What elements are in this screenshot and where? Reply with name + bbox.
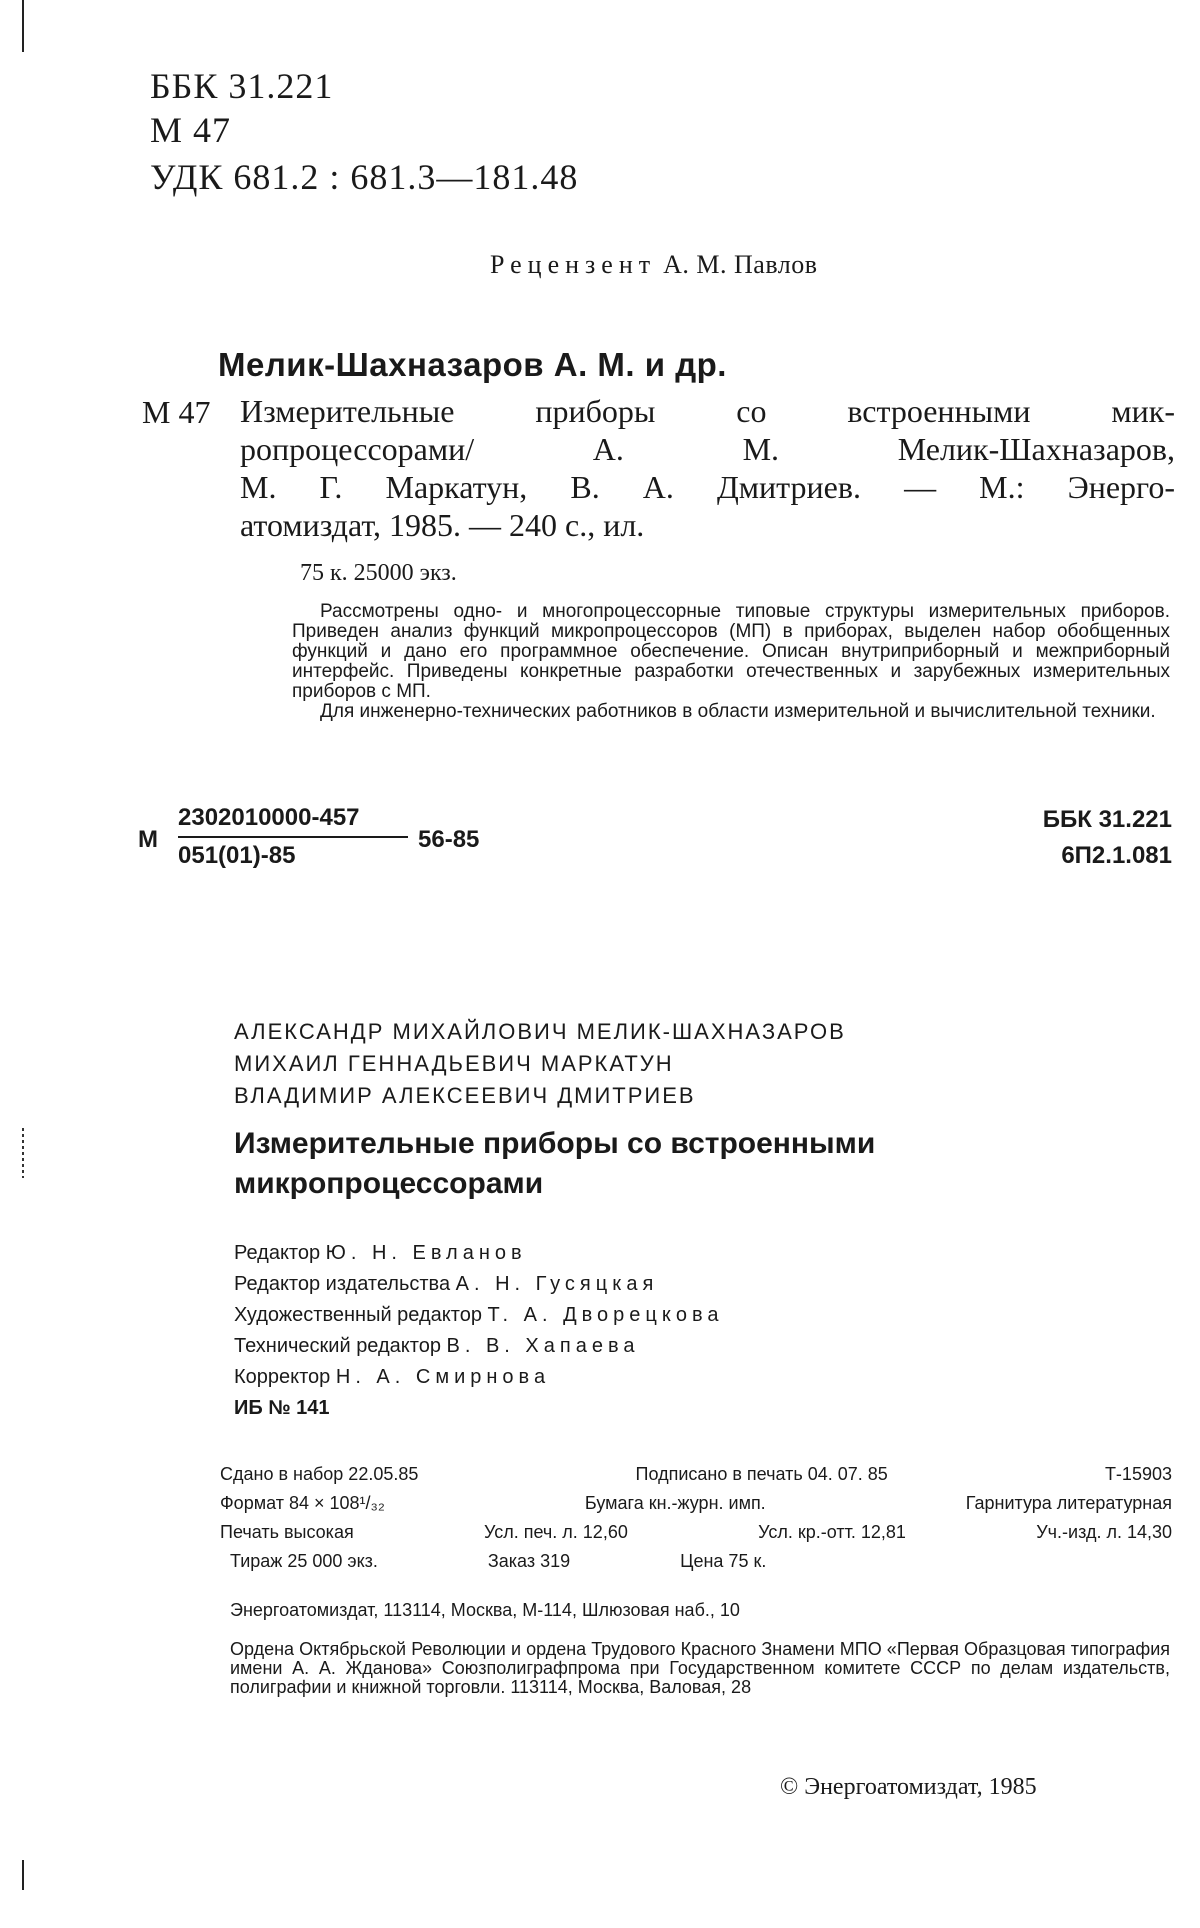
index-letter: М bbox=[138, 826, 158, 853]
print-info-cell: Тираж 25 000 экз. bbox=[230, 1551, 378, 1571]
print-info-row bbox=[220, 1460, 1172, 1489]
staff-role: Технический редактор bbox=[234, 1335, 441, 1357]
scan-edge-mark-bottom bbox=[22, 1860, 24, 1890]
staff-name: Т. А. Дворецкова bbox=[487, 1304, 724, 1326]
print-info-cell: Цена 75 к. bbox=[680, 1551, 767, 1571]
author-name: ВЛАДИМИР АЛЕКСЕЕВИЧ ДМИТРИЕВ bbox=[234, 1083, 696, 1108]
bbk-code: ББК 31.221 bbox=[150, 66, 334, 106]
entry-description bbox=[240, 392, 1175, 544]
index-denominator: 051(01)-85 bbox=[178, 842, 296, 869]
staff-name: Ю. Н. Евланов bbox=[325, 1242, 527, 1264]
author-name: МИХАИЛ ГЕННАДЬЕВИЧ МАРКАТУН bbox=[234, 1051, 674, 1076]
staff-row bbox=[234, 1331, 723, 1362]
index-suffix: 56-85 bbox=[418, 826, 480, 853]
staff-name: А. Н. Гусяцкая bbox=[455, 1273, 659, 1295]
abstract-paragraph: Для инженерно-технических работников в области измерительной и вычислительной техники. bbox=[320, 701, 1156, 722]
staff-role: Художественный редактор bbox=[234, 1304, 482, 1326]
scan-edge-mark-middle bbox=[22, 1128, 24, 1178]
staff-name: В. В. Хапаева bbox=[446, 1335, 640, 1357]
ib-number: ИБ № 141 bbox=[234, 1397, 330, 1419]
copyright: © Энергоатомиздат, 1985 bbox=[780, 1774, 1037, 1800]
reviewer-line bbox=[490, 250, 818, 280]
printer-info: Ордена Октябрьской Революции и ордена Трудового Красного Знамени МПО «Первая Образцовая типография имени А. А. Жданова» Союзполиграфпрома при Государственном комитете СССР по делам издательств, полиграфии и книжной торговли. 113114, Москва, Валовая, 28 bbox=[230, 1639, 1170, 1697]
print-info-cell: Заказ 319 bbox=[487, 1551, 571, 1571]
reviewer-label: Рецензент bbox=[490, 250, 657, 279]
book-title-line: микропроцессорами bbox=[234, 1167, 544, 1200]
staff-role: Редактор bbox=[234, 1242, 321, 1264]
print-info-row bbox=[220, 1547, 1172, 1576]
entry-line: М. Г. Маркатун, В. А. Дмитриев. — М.: Энерго- bbox=[240, 469, 1175, 505]
entry-line: атомиздат, 1985. — 240 с., ил. bbox=[240, 507, 645, 543]
abstract bbox=[292, 602, 1170, 722]
print-info-row bbox=[220, 1489, 1172, 1518]
print-info bbox=[220, 1460, 1172, 1576]
print-info-cell: Усл. кр.-отт. 12,81 bbox=[758, 1522, 906, 1542]
print-info-cell: Печать высокая bbox=[220, 1522, 354, 1542]
staff-row bbox=[234, 1238, 723, 1269]
staff-row bbox=[234, 1300, 723, 1331]
print-info-cell: Сдано в набор 22.05.85 bbox=[220, 1464, 419, 1484]
entry-author: Мелик-Шахназаров А. М. и др. bbox=[218, 346, 727, 383]
print-info-cell: Подписано в печать 04. 07. 85 bbox=[635, 1464, 888, 1484]
index-numerator: 2302010000-457 bbox=[178, 804, 360, 831]
print-info-row bbox=[220, 1518, 1172, 1547]
staff-list bbox=[234, 1238, 723, 1424]
print-info-cell: Гарнитура литературная bbox=[965, 1493, 1172, 1513]
print-info-cell: Т-15903 bbox=[1104, 1464, 1172, 1484]
reviewer-name: А. М. Павлов bbox=[663, 250, 818, 279]
entry-line: ропроцессорами/ А. М. Мелик-Шахназаров, bbox=[240, 431, 1175, 467]
entry-line: Измерительные приборы со встроенными мик- bbox=[240, 393, 1175, 429]
staff-row bbox=[234, 1362, 723, 1393]
staff-name: Н. А. Смирнова bbox=[335, 1366, 551, 1388]
staff-role: Корректор bbox=[234, 1366, 331, 1388]
staff-row bbox=[234, 1269, 723, 1300]
scan-edge-mark-top bbox=[22, 0, 24, 52]
bbk-right-line: ББК 31.221 bbox=[1042, 806, 1172, 833]
publisher-address: Энергоатомиздат, 113114, Москва, М-114, Шлюзовая наб., 10 bbox=[230, 1600, 740, 1620]
book-title-line: Измерительные приборы со встроенными bbox=[234, 1127, 876, 1160]
abstract-paragraph: Рассмотрены одно- и многопроцессорные типовые структуры измерительных приборов. Приведен анализ функций микропроцессоров (МП) в приборах, выделен набор обобщенных функций и дано его программное обеспечение. Описан внутриприборный и межприборный интерфейс. Приведены конкретные разработки отечественных и зарубежных измерительных приборов с МП. bbox=[292, 601, 1170, 702]
entry-code: М 47 bbox=[142, 394, 211, 430]
print-info-cell: Формат 84 × 108¹/₃₂ bbox=[220, 1493, 385, 1513]
price-print-run: 75 к. 25000 экз. bbox=[300, 560, 457, 586]
print-info-cell: Уч.-изд. л. 14,30 bbox=[1036, 1522, 1172, 1542]
udk-code: УДК 681.2 : 681.3—181.48 bbox=[150, 157, 579, 197]
bbk-right-line: 6П2.1.081 bbox=[1061, 842, 1172, 869]
catalog-code: М 47 bbox=[150, 110, 232, 150]
print-info-cell: Усл. печ. л. 12,60 bbox=[484, 1522, 628, 1542]
authors-block bbox=[234, 1016, 846, 1112]
print-info-cell: Бумага кн.-журн. имп. bbox=[584, 1493, 766, 1513]
staff-role: Редактор издательства bbox=[234, 1273, 451, 1295]
index-fraction-bar bbox=[178, 836, 408, 838]
book-title bbox=[234, 1124, 875, 1204]
bbk-right bbox=[1043, 802, 1172, 874]
author-name: АЛЕКСАНДР МИХАЙЛОВИЧ МЕЛИК-ШАХНАЗАРОВ bbox=[234, 1019, 846, 1044]
